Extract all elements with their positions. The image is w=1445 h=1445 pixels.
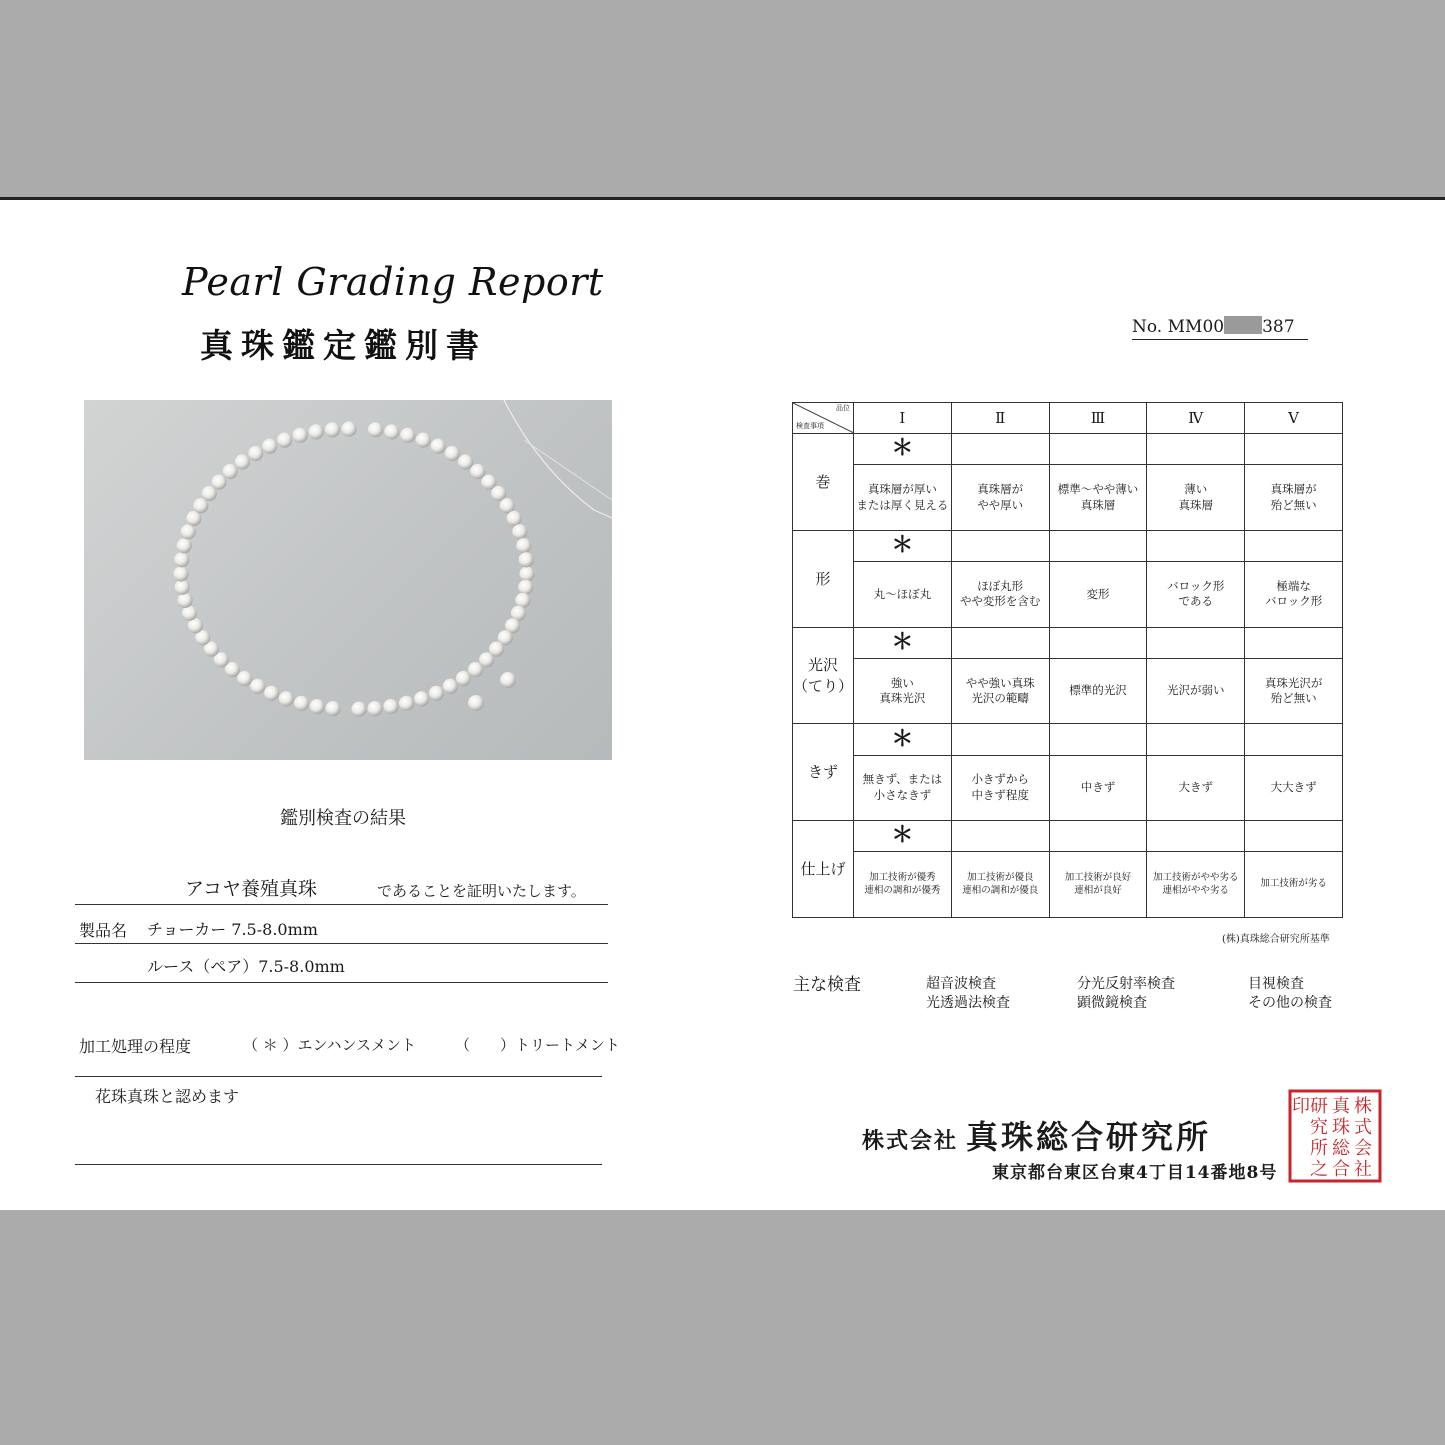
pearl [277, 433, 292, 448]
corner-top-label: 品位 [836, 404, 850, 412]
grading-report-document [0, 197, 1445, 1210]
pearl [500, 498, 515, 513]
pearl [341, 422, 356, 437]
pearl [443, 679, 458, 694]
pearl [519, 566, 534, 581]
pearl [212, 475, 227, 490]
grade-empty-cell [1245, 724, 1343, 755]
pearl [182, 606, 197, 621]
table-corner [793, 403, 854, 434]
test-item: 分光反射率検査 [1077, 976, 1175, 992]
treatment-option: （ ）トリートメント [455, 1036, 620, 1054]
corner-bottom-label: 検査事項 [796, 421, 824, 430]
grade-mark-cell: ＊ [854, 821, 952, 852]
grade-empty-cell [951, 627, 1049, 658]
pearl-necklace-photo [84, 400, 612, 760]
pearl [519, 552, 534, 567]
product-value-1: チョーカー 7.5-8.0mm [147, 920, 318, 939]
report-title-jp: 真珠鑑定鑑別書 [200, 326, 487, 365]
pearl [294, 696, 309, 711]
report-title-en: Pearl Grading Report [182, 260, 604, 304]
grade-header: Ⅴ [1245, 403, 1343, 434]
pearl [351, 702, 366, 717]
seal-character: 之 [1310, 1159, 1328, 1180]
pearl [368, 422, 383, 437]
grade-mark-cell: ＊ [854, 724, 952, 755]
grade-description-cell: 丸〜ほぼ丸 [854, 562, 952, 628]
grade-description-cell: 変形 [1049, 562, 1147, 628]
grade-description-cell: ほぼ丸形 やや変形を含む [951, 562, 1049, 628]
pearl [325, 701, 340, 716]
grade-description-row [793, 562, 1343, 628]
grade-empty-cell [1245, 434, 1343, 465]
grade-empty-cell [1147, 434, 1245, 465]
product-label: 製品名 [79, 921, 128, 940]
grade-empty-cell [1049, 627, 1147, 658]
seal-character: 総 [1332, 1138, 1350, 1159]
pearl [429, 686, 444, 701]
main-tests-label: 主な検査 [793, 975, 861, 995]
grade-mark-cell: ＊ [854, 531, 952, 562]
pearl [416, 433, 431, 448]
pearl [235, 454, 250, 469]
grade-description-cell: バロック形 である [1147, 562, 1245, 628]
criterion-label: 光沢 （てり） [793, 627, 854, 724]
pearl [325, 422, 340, 437]
seal-character: 珠 [1332, 1117, 1350, 1138]
pearl [400, 428, 415, 443]
grade-mark-row [793, 531, 1343, 562]
grade-empty-cell [1245, 627, 1343, 658]
seal-character: 株 [1354, 1096, 1372, 1117]
grade-description-cell: 標準〜やや薄い 真珠層 [1049, 465, 1147, 531]
loose-pearl [500, 672, 516, 688]
grade-description-row [793, 465, 1343, 531]
pearl [458, 454, 473, 469]
pearl [468, 662, 483, 677]
seal-character: 合 [1332, 1159, 1350, 1180]
pearl [431, 439, 446, 454]
issuer-corp-type: 株式会社 [862, 1128, 959, 1154]
pearl-species: アコヤ養殖真珠 [185, 878, 318, 900]
pearl-necklace-image [84, 400, 612, 760]
grade-description-cell: 真珠光沢が 殆ど無い [1245, 658, 1343, 724]
grade-header: Ⅲ [1049, 403, 1147, 434]
pearl [470, 464, 485, 479]
report-number-suffix: 387 [1262, 317, 1295, 337]
grade-header: Ⅰ [854, 403, 952, 434]
grade-description-cell: 加工技術が優良 連相の調和が優良 [951, 852, 1049, 918]
grade-empty-cell [1245, 531, 1343, 562]
grade-mark-row [793, 724, 1343, 755]
pearl [279, 691, 294, 706]
note-line [75, 1080, 602, 1165]
pearl [414, 691, 429, 706]
grade-mark-row [793, 434, 1343, 465]
pearl [175, 580, 190, 595]
company-seal-stamp [1287, 1088, 1383, 1184]
report-number-prefix: MM00 [1167, 317, 1225, 337]
grade-description-cell: 大大きず [1245, 755, 1343, 821]
test-item: 顕微鏡検査 [1077, 995, 1147, 1011]
seal-character: 研 [1310, 1096, 1328, 1117]
standard-note: (株)真珠総合研究所基準 [1222, 934, 1330, 945]
pearl [399, 696, 414, 711]
redaction-block [1224, 316, 1262, 334]
seal-character: 社 [1354, 1159, 1372, 1180]
treatment-line [75, 1026, 620, 1077]
certify-text: であることを証明いたします。 [377, 882, 586, 900]
pearl [515, 593, 530, 608]
grade-empty-cell [1147, 724, 1245, 755]
grade-mark-cell: ＊ [854, 627, 952, 658]
pearl [237, 671, 252, 686]
pearl [309, 424, 324, 439]
grade-empty-cell [1147, 531, 1245, 562]
grade-description-cell: 真珠層が厚い または厚く見える [854, 465, 952, 531]
criterion-label: 形 [793, 531, 854, 628]
issuer-name [862, 1112, 1211, 1158]
pearl [264, 686, 279, 701]
criterion-label: きず [793, 724, 854, 821]
pearl [223, 464, 238, 479]
criterion-label: 巻 [793, 434, 854, 531]
grade-description-cell: 真珠層が やや厚い [951, 465, 1049, 531]
pearl [456, 671, 471, 686]
grade-empty-cell [951, 531, 1049, 562]
grade-empty-cell [1049, 821, 1147, 852]
grade-description-cell: 中きず [1049, 755, 1147, 821]
pearl [248, 446, 263, 461]
grade-empty-cell [1147, 627, 1245, 658]
grade-description-cell: 加工技術がやや劣る 連相がやや劣る [1147, 852, 1245, 918]
criterion-label: 仕上げ [793, 821, 854, 918]
grade-description-cell: 加工技術が劣る [1245, 852, 1343, 918]
grade-description-cell: 薄い 真珠層 [1147, 465, 1245, 531]
test-item: その他の検査 [1248, 995, 1332, 1011]
pearl [173, 566, 188, 581]
seal-character: 式 [1354, 1117, 1372, 1138]
seal-character: 究 [1310, 1117, 1328, 1138]
pearl [518, 580, 533, 595]
test-item: 目視検査 [1248, 976, 1304, 992]
test-item: 超音波検査 [926, 976, 996, 992]
loose-pearl [468, 695, 484, 711]
product-line-1 [75, 910, 608, 944]
grade-description-cell: 標準的光沢 [1049, 658, 1147, 724]
enhancement-option: （ ＊ ）エンハンスメント [243, 1036, 417, 1054]
pearl [445, 446, 460, 461]
grade-note: 花珠真珠と認めます [95, 1087, 240, 1106]
product-value-2: ルース（ペア）7.5-8.0mm [147, 957, 345, 976]
grade-description-cell: 真珠層が 殆ど無い [1245, 465, 1343, 531]
grade-empty-cell [951, 821, 1049, 852]
test-item: 光透過法検査 [926, 995, 1010, 1011]
grade-description-row [793, 852, 1343, 918]
grade-empty-cell [1049, 531, 1147, 562]
pearl [516, 538, 531, 553]
pearl [186, 511, 201, 526]
issuer-address: 東京都台東区台東4丁目14番地8号 [992, 1163, 1278, 1183]
grade-description-cell: 極端な バロック形 [1245, 562, 1343, 628]
pearl [250, 679, 265, 694]
pearl [177, 538, 192, 553]
grade-description-cell: 加工技術が優秀 連相の調和が優秀 [854, 852, 952, 918]
grade-mark-row [793, 627, 1343, 658]
grade-description-cell: 小きずから 中きず程度 [951, 755, 1049, 821]
seal-character: 印 [1292, 1096, 1310, 1117]
grade-empty-cell [951, 724, 1049, 755]
grade-description-row [793, 755, 1343, 821]
pearl [367, 701, 382, 716]
grading-table [792, 402, 1343, 918]
pearl [178, 593, 193, 608]
grade-empty-cell [1049, 724, 1147, 755]
grade-description-cell: 無きず、または 小さなきず [854, 755, 952, 821]
pearl [384, 424, 399, 439]
product-line-2 [75, 948, 608, 983]
pearl [293, 428, 308, 443]
pearl [507, 511, 522, 526]
grade-description-row [793, 658, 1343, 724]
pearl [310, 699, 325, 714]
pearl [383, 699, 398, 714]
pearl [174, 552, 189, 567]
grade-description-cell: やや強い真珠 光沢の範疇 [951, 658, 1049, 724]
grade-description-cell: 加工技術が良好 連相が良好 [1049, 852, 1147, 918]
grade-empty-cell [1049, 434, 1147, 465]
seal-character: 所 [1310, 1138, 1328, 1159]
grade-empty-cell [1147, 821, 1245, 852]
report-number [1132, 316, 1308, 340]
seal-character: 真 [1332, 1096, 1350, 1117]
issuer-company-name: 真珠総合研究所 [966, 1118, 1212, 1156]
result-heading: 鑑別検査の結果 [280, 808, 406, 829]
species-line [75, 870, 608, 905]
grade-header: Ⅱ [951, 403, 1049, 434]
grade-empty-cell [951, 434, 1049, 465]
grade-mark-row [793, 821, 1343, 852]
grade-description-cell: 強い 真珠光沢 [854, 658, 952, 724]
grade-description-cell: 光沢が弱い [1147, 658, 1245, 724]
grade-header: Ⅳ [1147, 403, 1245, 434]
pearl [262, 439, 277, 454]
report-number-label: No. [1132, 317, 1163, 337]
seal-character: 会 [1354, 1138, 1372, 1159]
grade-description-cell: 大きず [1147, 755, 1245, 821]
grade-header-row [793, 403, 1343, 434]
treatment-label: 加工処理の程度 [79, 1037, 192, 1056]
grade-mark-cell: ＊ [854, 434, 952, 465]
pearl [181, 524, 196, 539]
grade-empty-cell [1245, 821, 1343, 852]
pearl [512, 524, 527, 539]
